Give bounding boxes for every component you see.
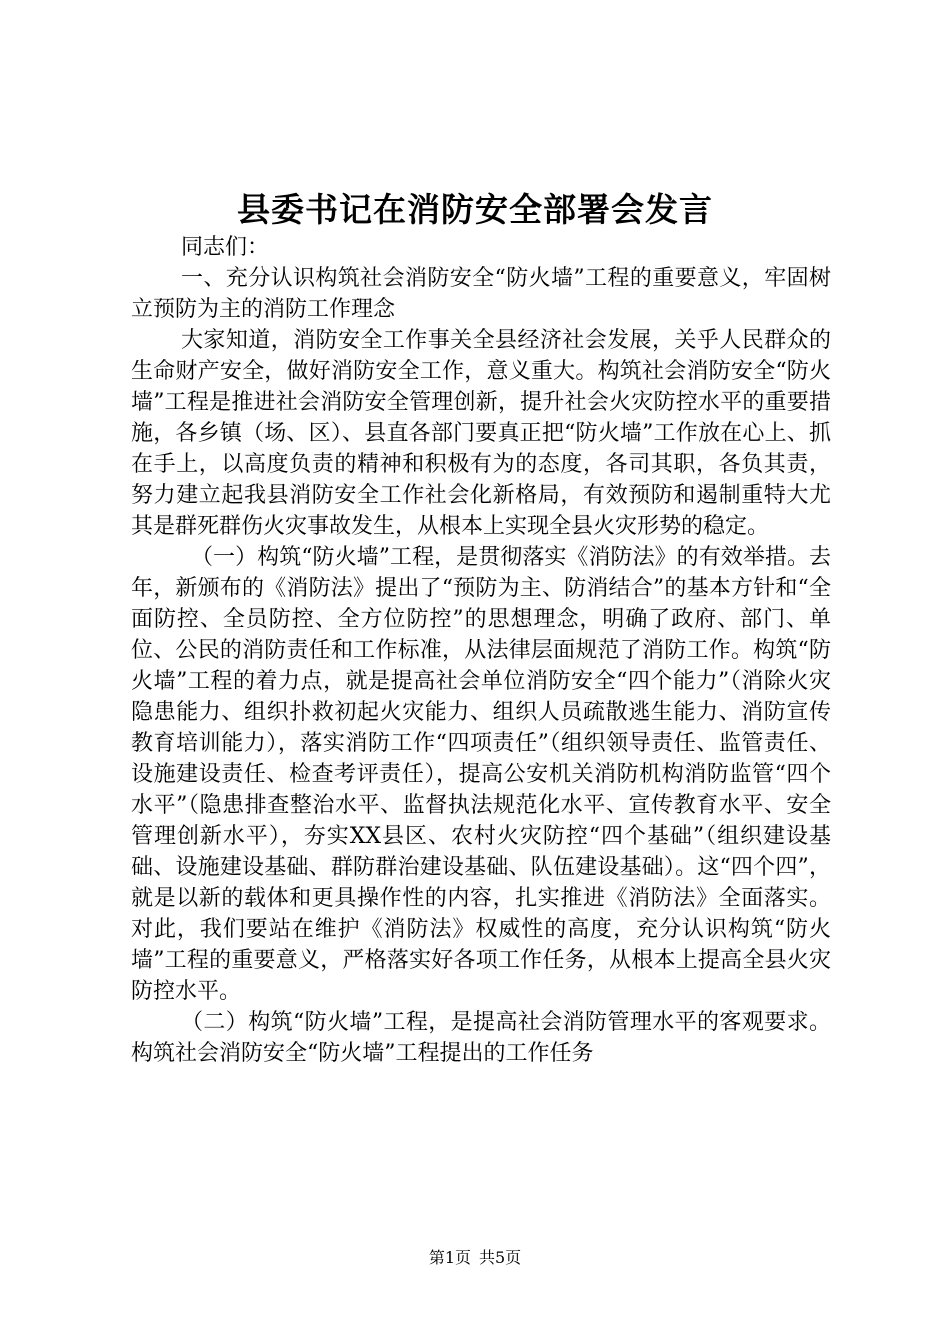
document-title: 县委书记在消防安全部署会发言 bbox=[237, 190, 713, 229]
page-footer bbox=[0, 1246, 950, 1270]
body-paragraph: （二）构筑“防火墙”工程，是提高社会消防管理水平的客观要求。构筑社会消防安全“防火墙”工程提出的工作任务 bbox=[131, 1010, 831, 1066]
page-number: 第1页 bbox=[428, 1248, 471, 1267]
body-paragraph: 大家知道，消防安全工作事关全县经济社会发展，关乎人民群众的生命财产安全，做好消防安全工作，意义重大。构筑社会消防安全“防火墙”工程是推进社会消防安全管理创新，提升社会火灾防控水平的重要措施，各乡镇（场、区）、县直各部门要真正把“防火墙”工作放在心上、抓在手上，以高度负责的精神和积极有为的态度，各司其职，各负其责，努力建立起我县消防安全工作社会化新格局，有效预防和遏制重特大尤其是群死群伤火灾事故发生，从根本上实现全县火灾形势的稳定。 bbox=[131, 328, 831, 539]
body-paragraph: （一）构筑“防火墙”工程，是贯彻落实《消防法》的有效举措。去年，新颁布的《消防法》提出了“预防为主、防消结合”的基本方针和“全面防控、全员防控、全方位防控”的思想理念，明确了政府、部门、单位、公民的消防责任和工作标准，从法律层面规范了消防工作。构筑“防火墙”工程的着力点，就是提高社会单位消防安全“四个能力”（消除火灾隐患能力、组织扑救初起火灾能力、组织人员疏散逃生能力、消防宣传教育培训能力），落实消防工作“四项责任”（组织领导责任、监管责任、设施建设责任、检查考评责任），提高公安机关消防机构消防监管“四个水平”（隐患排查整治水平、监督执法规范化水平、宣传教育水平、安全管理创新水平），夯实XX县区、农村火灾防控“四个基础”（组织建设基础、设施建设基础、群防群治建设基础、队伍建设基础）。这“四个四”，就是以新的载体和更具操作性的内容，扎实推进《消防法》全面落实。对此，我们要站在维护《消防法》权威性的高度，充分认识构筑“防火墙”工程的重要意义，严格落实好各项工作任务，从根本上提高全县火灾防控水平。 bbox=[131, 545, 831, 1004]
document-body bbox=[131, 232, 831, 1069]
section-heading-paragraph: 一、充分认识构筑社会消防安全“防火墙”工程的重要意义，牢固树立预防为主的消防工作理念 bbox=[131, 266, 831, 322]
salutation-paragraph: 同志们： bbox=[181, 235, 270, 260]
page-total: 共5页 bbox=[479, 1248, 522, 1267]
